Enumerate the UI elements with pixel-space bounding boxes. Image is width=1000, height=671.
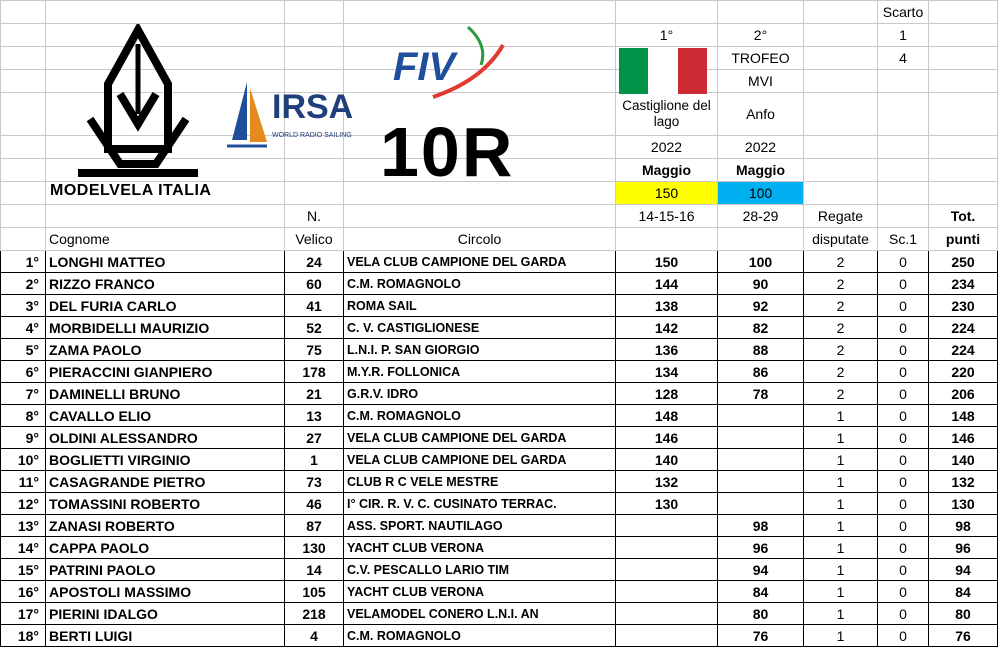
race2-points-cell — [718, 471, 804, 493]
fiv-logo — [393, 25, 508, 100]
race1-points: 150 — [616, 182, 718, 205]
sail-number-cell: 13 — [285, 405, 344, 427]
races-sailed-cell: 1 — [804, 537, 878, 559]
race1-points-cell: 134 — [616, 361, 718, 383]
discard-cell: 0 — [878, 515, 929, 537]
fiv-label: FIV — [393, 45, 456, 89]
races-sailed-cell: 2 — [804, 339, 878, 361]
club-cell: C.V. PESCALLO LARIO TIM — [344, 559, 616, 581]
discard-cell: 0 — [878, 427, 929, 449]
race1-month: Maggio — [616, 159, 718, 182]
position-cell: 2° — [1, 273, 46, 295]
name-cell: CAVALLO ELIO — [46, 405, 285, 427]
col-n-label: N. — [285, 205, 344, 228]
col-velico-label: Velico — [285, 228, 344, 251]
race2-order: 2° — [718, 24, 804, 47]
race1-points-cell: 148 — [616, 405, 718, 427]
races-sailed-cell: 1 — [804, 603, 878, 625]
class-title: 10R — [380, 113, 515, 191]
position-cell: 3° — [1, 295, 46, 317]
races-sailed-cell: 1 — [804, 493, 878, 515]
sail-number-cell: 21 — [285, 383, 344, 405]
sail-number-cell: 178 — [285, 361, 344, 383]
discard-cell: 0 — [878, 581, 929, 603]
table-row — [1, 383, 998, 405]
sailboat-icon — [222, 80, 272, 155]
position-cell: 18° — [1, 625, 46, 647]
race2-points-cell: 88 — [718, 339, 804, 361]
races-sailed-cell: 1 — [804, 427, 878, 449]
races-sailed-cell: 2 — [804, 383, 878, 405]
name-cell: ZAMA PAOLO — [46, 339, 285, 361]
club-cell: VELA CLUB CAMPIONE DEL GARDA — [344, 251, 616, 273]
sail-number-cell: 14 — [285, 559, 344, 581]
total-points-cell: 94 — [929, 559, 998, 581]
italy-flag — [619, 48, 707, 94]
race1-points-cell — [616, 625, 718, 647]
discard-cell: 0 — [878, 339, 929, 361]
race1-points-cell: 142 — [616, 317, 718, 339]
col-sc1-label: Sc.1 — [878, 228, 929, 251]
race2-mvi: MVI — [718, 70, 804, 93]
table-row — [1, 471, 998, 493]
sail-number-cell: 218 — [285, 603, 344, 625]
table-row — [1, 515, 998, 537]
races-sailed-cell: 1 — [804, 449, 878, 471]
club-cell: YACHT CLUB VERONA — [344, 537, 616, 559]
race1-points-cell — [616, 559, 718, 581]
sail-number-cell: 105 — [285, 581, 344, 603]
sail-number-cell: 52 — [285, 317, 344, 339]
col-cognome-label: Cognome — [46, 228, 285, 251]
race1-points-cell: 144 — [616, 273, 718, 295]
sail-helmet-icon — [50, 24, 225, 179]
table-row — [1, 361, 998, 383]
sail-number-cell: 87 — [285, 515, 344, 537]
name-cell: RIZZO FRANCO — [46, 273, 285, 295]
race2-year: 2022 — [718, 136, 804, 159]
discard-cell: 0 — [878, 361, 929, 383]
discard-cell: 0 — [878, 559, 929, 581]
scarto-value-2: 4 — [878, 47, 929, 70]
races-sailed-cell: 2 — [804, 273, 878, 295]
name-cell: TOMASSINI ROBERTO — [46, 493, 285, 515]
race2-points-cell — [718, 449, 804, 471]
discard-cell: 0 — [878, 449, 929, 471]
total-points-cell: 250 — [929, 251, 998, 273]
races-sailed-cell: 1 — [804, 471, 878, 493]
name-cell: CASAGRANDE PIETRO — [46, 471, 285, 493]
table-row — [1, 537, 998, 559]
name-cell: APOSTOLI MASSIMO — [46, 581, 285, 603]
table-row — [1, 559, 998, 581]
irsa-logo — [222, 80, 352, 160]
sail-number-cell: 4 — [285, 625, 344, 647]
name-cell: PIERINI IDALGO — [46, 603, 285, 625]
race1-points-cell — [616, 515, 718, 537]
club-cell: C.M. ROMAGNOLO — [344, 273, 616, 295]
total-points-cell: 224 — [929, 339, 998, 361]
race2-trofeo: TROFEO — [718, 47, 804, 70]
table-row — [1, 405, 998, 427]
position-cell: 16° — [1, 581, 46, 603]
club-cell: G.R.V. IDRO — [344, 383, 616, 405]
position-cell: 12° — [1, 493, 46, 515]
total-points-cell: 148 — [929, 405, 998, 427]
position-cell: 15° — [1, 559, 46, 581]
irsa-label: IRSA — [272, 88, 354, 126]
club-cell: ROMA SAIL — [344, 295, 616, 317]
table-row — [1, 581, 998, 603]
race1-points-cell: 146 — [616, 427, 718, 449]
club-cell: M.Y.R. FOLLONICA — [344, 361, 616, 383]
name-cell: MORBIDELLI MAURIZIO — [46, 317, 285, 339]
total-points-cell: 96 — [929, 537, 998, 559]
col-tot-label: Tot. — [929, 205, 998, 228]
position-cell: 6° — [1, 361, 46, 383]
races-sailed-cell: 2 — [804, 251, 878, 273]
race2-month: Maggio — [718, 159, 804, 182]
club-cell: VELA CLUB CAMPIONE DEL GARDA — [344, 427, 616, 449]
race2-points: 100 — [718, 182, 804, 205]
table-row — [1, 427, 998, 449]
races-sailed-cell: 1 — [804, 405, 878, 427]
club-cell: C.M. ROMAGNOLO — [344, 405, 616, 427]
name-cell: DAMINELLI BRUNO — [46, 383, 285, 405]
races-sailed-cell: 2 — [804, 295, 878, 317]
race1-location: Castiglione del lago — [616, 93, 718, 136]
race2-points-cell: 96 — [718, 537, 804, 559]
modelvela-logo — [50, 24, 225, 204]
total-points-cell: 146 — [929, 427, 998, 449]
name-cell: OLDINI ALESSANDRO — [46, 427, 285, 449]
position-cell: 17° — [1, 603, 46, 625]
race2-points-cell — [718, 427, 804, 449]
race2-points-cell — [718, 493, 804, 515]
modelvela-label: MODELVELA ITALIA — [50, 182, 212, 199]
club-cell: VELAMODEL CONERO L.N.I. AN — [344, 603, 616, 625]
race2-points-cell: 100 — [718, 251, 804, 273]
total-points-cell: 234 — [929, 273, 998, 295]
total-points-cell: 80 — [929, 603, 998, 625]
col-regate-label: Regate — [804, 205, 878, 228]
col-punti-label: punti — [929, 228, 998, 251]
table-row — [1, 625, 998, 647]
race1-points-cell — [616, 581, 718, 603]
club-cell: C. V. CASTIGLIONESE — [344, 317, 616, 339]
sail-number-cell: 46 — [285, 493, 344, 515]
name-cell: BOGLIETTI VIRGINIO — [46, 449, 285, 471]
position-cell: 13° — [1, 515, 46, 537]
races-sailed-cell: 1 — [804, 625, 878, 647]
sail-number-cell: 73 — [285, 471, 344, 493]
irsa-sub: WORLD RADIO SAILING — [272, 132, 352, 139]
total-points-cell: 206 — [929, 383, 998, 405]
position-cell: 5° — [1, 339, 46, 361]
col-circolo-label: Circolo — [344, 228, 616, 251]
table-row — [1, 449, 998, 471]
table-row — [1, 251, 998, 273]
race1-points-cell: 128 — [616, 383, 718, 405]
position-cell: 11° — [1, 471, 46, 493]
sail-number-cell: 24 — [285, 251, 344, 273]
race2-points-cell: 94 — [718, 559, 804, 581]
race2-points-cell: 92 — [718, 295, 804, 317]
name-cell: CAPPA PAOLO — [46, 537, 285, 559]
discard-cell: 0 — [878, 251, 929, 273]
sail-number-cell: 75 — [285, 339, 344, 361]
total-points-cell: 130 — [929, 493, 998, 515]
race2-points-cell: 84 — [718, 581, 804, 603]
total-points-cell: 132 — [929, 471, 998, 493]
race1-points-cell: 130 — [616, 493, 718, 515]
race1-points-cell — [616, 537, 718, 559]
table-row — [1, 603, 998, 625]
club-cell: L.N.I. P. SAN GIORGIO — [344, 339, 616, 361]
table-row — [1, 339, 998, 361]
race1-points-cell: 140 — [616, 449, 718, 471]
discard-cell: 0 — [878, 317, 929, 339]
race2-dates: 28-29 — [718, 205, 804, 228]
sail-number-cell: 130 — [285, 537, 344, 559]
races-sailed-cell: 2 — [804, 317, 878, 339]
position-cell: 14° — [1, 537, 46, 559]
race1-dates: 14-15-16 — [616, 205, 718, 228]
discard-cell: 0 — [878, 603, 929, 625]
discard-cell: 0 — [878, 383, 929, 405]
discard-cell: 0 — [878, 625, 929, 647]
races-sailed-cell: 1 — [804, 515, 878, 537]
scarto-label: Scarto — [878, 1, 929, 24]
total-points-cell: 98 — [929, 515, 998, 537]
sail-number-cell: 41 — [285, 295, 344, 317]
position-cell: 7° — [1, 383, 46, 405]
name-cell: LONGHI MATTEO — [46, 251, 285, 273]
total-points-cell: 220 — [929, 361, 998, 383]
discard-cell: 0 — [878, 537, 929, 559]
total-points-cell: 224 — [929, 317, 998, 339]
race1-points-cell: 138 — [616, 295, 718, 317]
race2-points-cell: 86 — [718, 361, 804, 383]
race2-points-cell: 78 — [718, 383, 804, 405]
club-cell: I° CIR. R. V. C. CUSINATO TERRAC. — [344, 493, 616, 515]
total-points-cell: 230 — [929, 295, 998, 317]
races-sailed-cell: 2 — [804, 361, 878, 383]
standings-rows — [1, 251, 998, 647]
club-cell: CLUB R C VELE MESTRE — [344, 471, 616, 493]
scarto-value-1: 1 — [878, 24, 929, 47]
total-points-cell: 140 — [929, 449, 998, 471]
table-row — [1, 317, 998, 339]
race2-points-cell: 82 — [718, 317, 804, 339]
discard-cell: 0 — [878, 471, 929, 493]
position-cell: 1° — [1, 251, 46, 273]
race1-year: 2022 — [616, 136, 718, 159]
table-row — [1, 493, 998, 515]
name-cell: PATRINI PAOLO — [46, 559, 285, 581]
discard-cell: 0 — [878, 493, 929, 515]
table-row — [1, 273, 998, 295]
race2-points-cell: 80 — [718, 603, 804, 625]
sail-number-cell: 1 — [285, 449, 344, 471]
col-disputate-label: disputate — [804, 228, 878, 251]
total-points-cell: 84 — [929, 581, 998, 603]
position-cell: 10° — [1, 449, 46, 471]
race2-points-cell: 76 — [718, 625, 804, 647]
race1-points-cell: 132 — [616, 471, 718, 493]
table-row — [1, 295, 998, 317]
races-sailed-cell: 1 — [804, 559, 878, 581]
position-cell: 4° — [1, 317, 46, 339]
sail-number-cell: 27 — [285, 427, 344, 449]
race1-order: 1° — [616, 24, 718, 47]
discard-cell: 0 — [878, 405, 929, 427]
name-cell: PIERACCINI GIANPIERO — [46, 361, 285, 383]
race1-points-cell — [616, 603, 718, 625]
club-cell: C.M. ROMAGNOLO — [344, 625, 616, 647]
total-points-cell: 76 — [929, 625, 998, 647]
club-cell: YACHT CLUB VERONA — [344, 581, 616, 603]
sail-number-cell: 60 — [285, 273, 344, 295]
race2-points-cell: 90 — [718, 273, 804, 295]
race2-points-cell — [718, 405, 804, 427]
race2-location: Anfo — [718, 93, 804, 136]
discard-cell: 0 — [878, 273, 929, 295]
race2-points-cell: 98 — [718, 515, 804, 537]
fiv-swoosh-icon — [393, 25, 508, 100]
name-cell: BERTI LUIGI — [46, 625, 285, 647]
club-cell: VELA CLUB CAMPIONE DEL GARDA — [344, 449, 616, 471]
discard-cell: 0 — [878, 295, 929, 317]
name-cell: ZANASI ROBERTO — [46, 515, 285, 537]
position-cell: 9° — [1, 427, 46, 449]
race1-points-cell: 150 — [616, 251, 718, 273]
position-cell: 8° — [1, 405, 46, 427]
race1-points-cell: 136 — [616, 339, 718, 361]
name-cell: DEL FURIA CARLO — [46, 295, 285, 317]
races-sailed-cell: 1 — [804, 581, 878, 603]
club-cell: ASS. SPORT. NAUTILAGO — [344, 515, 616, 537]
